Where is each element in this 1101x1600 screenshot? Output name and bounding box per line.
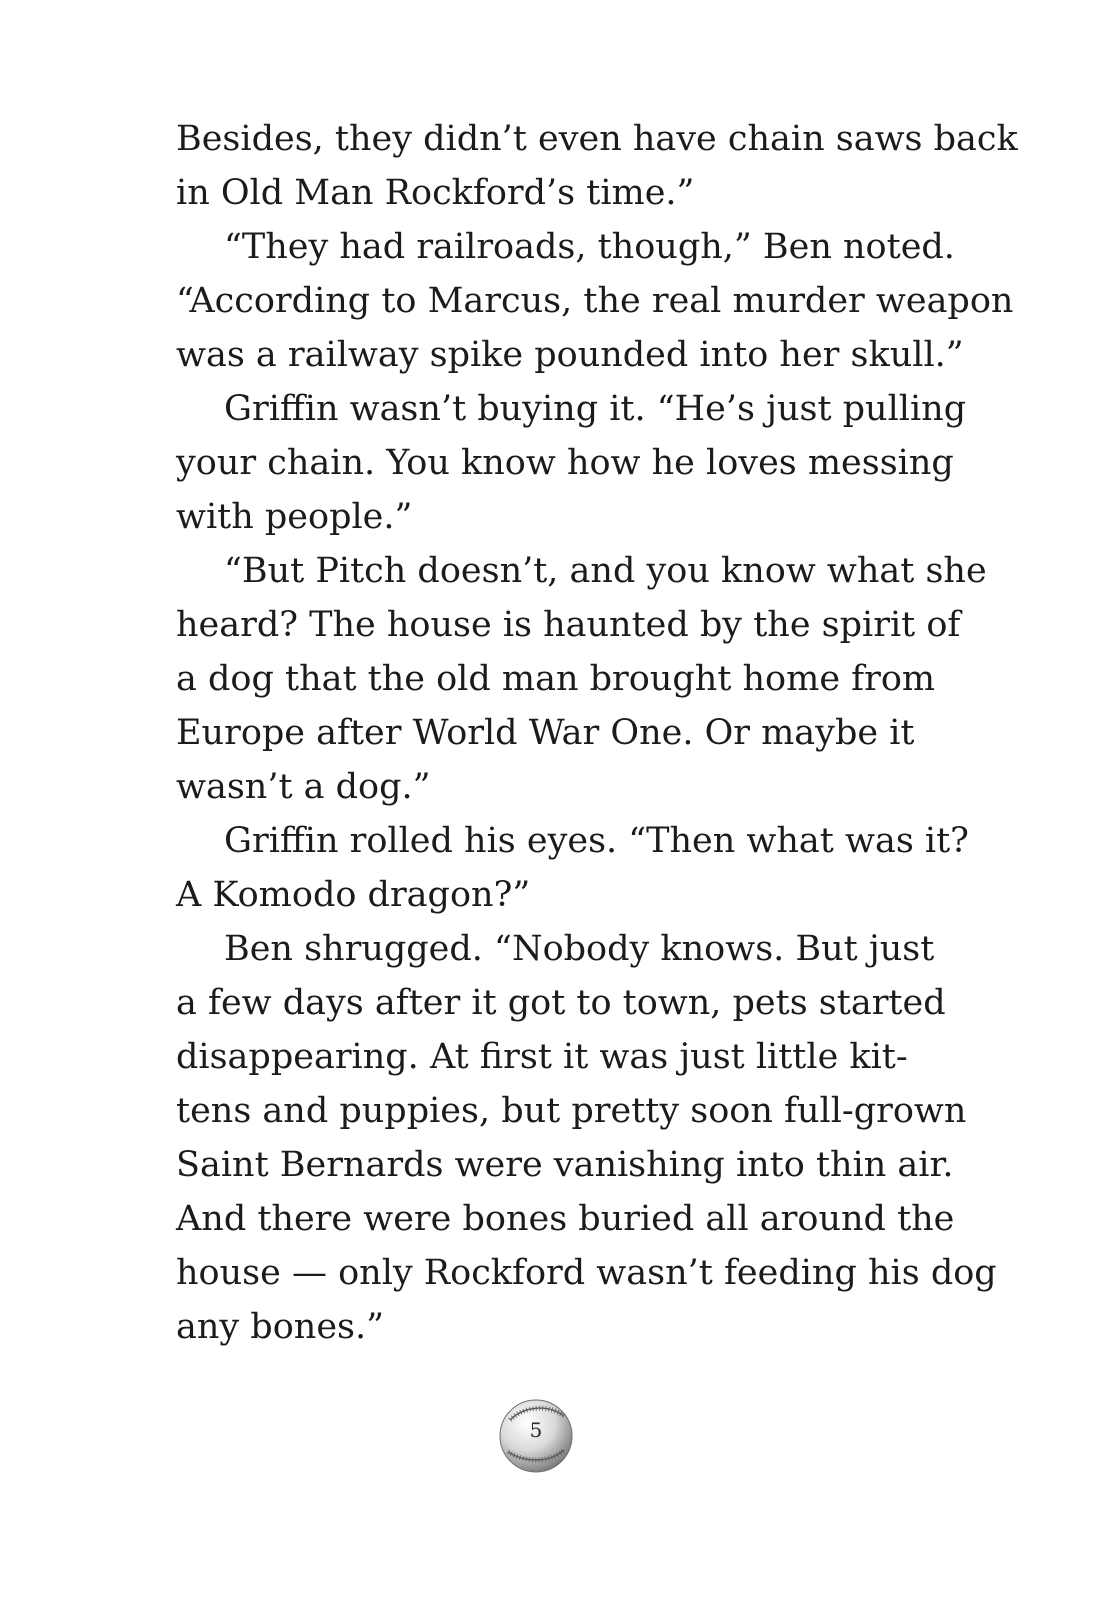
text-line: “But Pitch doesn’t, and you know what she [224,551,987,591]
text-line: wasn’t a dog.” [176,767,431,807]
text-line: Europe after World War One. Or maybe it [176,713,915,753]
page-number-badge [498,1398,574,1474]
text-line: Griffin rolled his eyes. “Then what was it? [224,821,969,861]
text-line: with people.” [176,497,413,537]
text-line: Besides, they didn’t even have chain saws back [176,119,1018,159]
text-line: “They had railroads, though,” Ben noted. [224,227,955,267]
text-line: tens and puppies, but pretty soon full-grown [176,1091,967,1131]
text-line: your chain. You know how he loves messing [176,443,954,483]
text-line: A Komodo dragon?” [176,875,531,915]
text-line: And there were bones buried all around the [176,1199,955,1239]
text-line: was a railway spike pounded into her skull.” [176,335,964,375]
text-line: a few days after it got to town, pets started [176,983,946,1023]
text-line: heard? The house is haunted by the spirit of [176,605,961,645]
text-line: “According to Marcus, the real murder weapon [176,281,1014,321]
text-line: in Old Man Rockford’s time.” [176,173,695,213]
body-text [176,112,1018,1354]
text-line: Griffin wasn’t buying it. “He’s just pulling [224,389,967,429]
text-line: Ben shrugged. “Nobody knows. But just [224,929,935,969]
text-line: Saint Bernards were vanishing into thin air. [176,1145,954,1185]
text-line: disappearing. At first it was just little kit- [176,1037,908,1077]
page-number: 5 [529,1418,543,1442]
text-line: a dog that the old man brought home from [176,659,936,699]
text-line: any bones.” [176,1307,385,1347]
text-line: house — only Rockford wasn’t feeding his dog [176,1253,997,1293]
